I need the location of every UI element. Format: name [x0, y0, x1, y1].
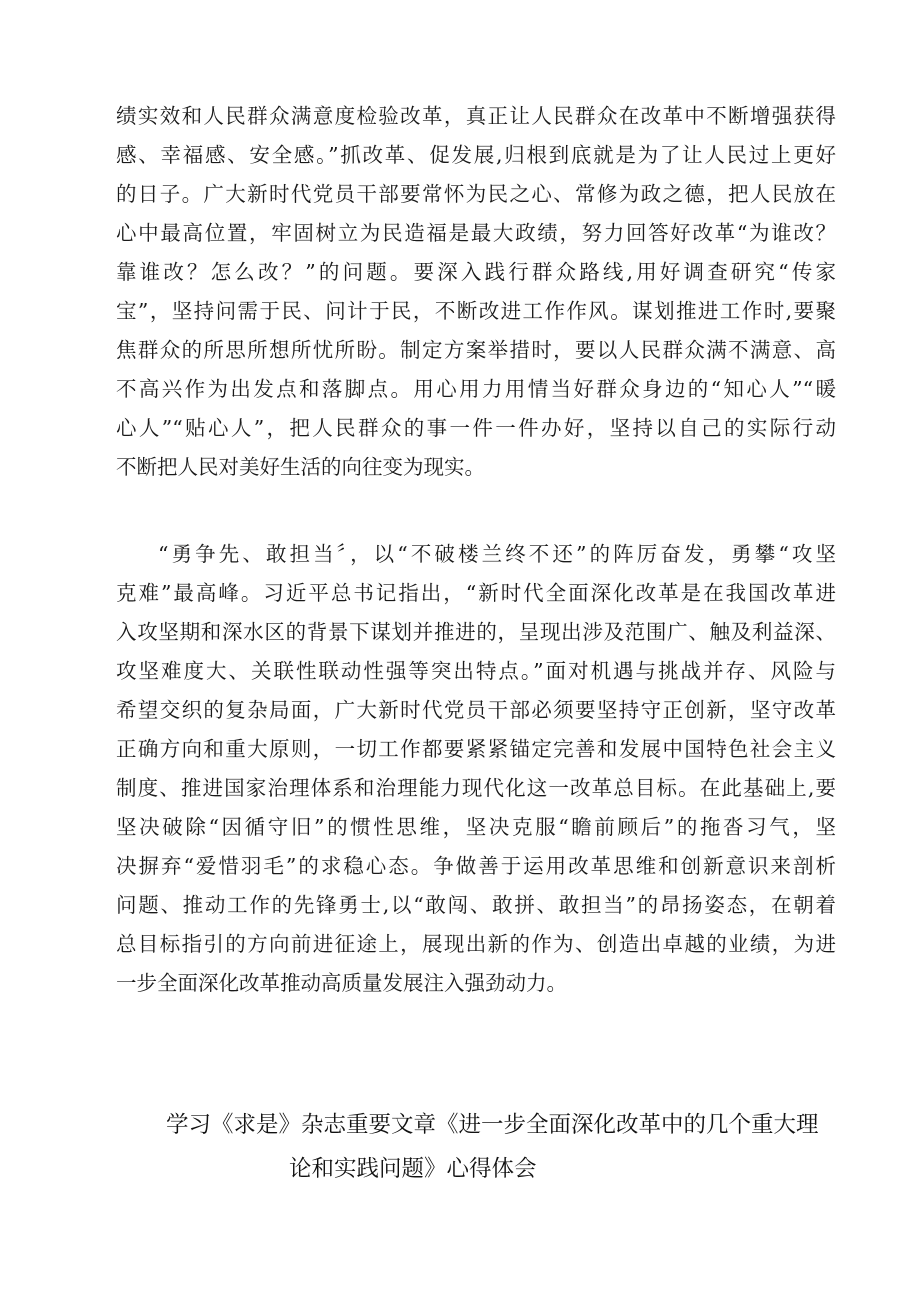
- text-line: 正确方向和重大原则，一切工作都要紧紧锚定完善和发展中国特色社会主义: [116, 737, 836, 761]
- text-line: 心人”“贴心人”，把人民群众的事一件一件办好，坚持以自己的实际行动: [116, 416, 836, 440]
- text-line: 坚决破除“因循守旧”的惯性思维，坚决克服“瞻前顾后”的拖沓习气，坚: [116, 815, 836, 839]
- body-paragraph-1: [116, 97, 836, 487]
- text-line: 问题、推动工作的先锋勇士,以“敢闯、敢拼、敢担当”的昂扬姿态，在朝着: [116, 893, 836, 917]
- section-heading-line-1: 学习《求是》杂志重要文章《进一步全面深化改革中的几个重大理: [166, 1112, 819, 1138]
- text-line: 攻坚难度大、关联性联动性强等突出特点。”面对机遇与挑战并存、风险与: [116, 659, 836, 683]
- text-line: 感、幸福感、安全感。”抓改革、促发展,归根到底就是为了让人民过上更好: [116, 143, 836, 167]
- section-heading-line-2: 论和实践问题》心得体会: [289, 1156, 537, 1182]
- text-line: 制度、推进国家治理体系和治理能力现代化这一改革总目标。在此基础上,要: [116, 776, 836, 800]
- text-line: 不高兴作为出发点和落脚点。用心用力用情当好群众身边的“知心人”“暖: [116, 377, 836, 401]
- text-line: 绩实效和人民群众满意度检验改革，真正让人民群众在改革中不断增强获得: [116, 104, 836, 128]
- text-line: 焦群众的所思所想所忧所盼。制定方案举措时，要以人民群众满不满意、高: [116, 338, 836, 362]
- body-paragraph-2: [116, 535, 836, 1003]
- text-line: 不断把人民对美好生活的向往变为现实。: [116, 455, 485, 479]
- text-line: 决摒弃“爱惜羽毛”的求稳心态。争做善于运用改革思维和创新意识来剖析: [116, 854, 836, 878]
- text-line: 一步全面深化改革推动高质量发展注入强劲动力。: [116, 971, 567, 995]
- text-line: 宝”，坚持问需于民、问计于民，不断改进工作作风。谋划推进工作时,要聚: [116, 299, 836, 323]
- text-line: 希望交织的复杂局面，广大新时代党员干部必须要坚持守正创新，坚守改革: [116, 698, 836, 722]
- text-line: 入攻坚期和深水区的背景下谋划并推进的，呈现出涉及范围广、触及利益深、: [116, 620, 836, 644]
- text-line: 总目标指引的方向前进征途上，展现出新的作为、创造出卓越的业绩，为进: [116, 932, 836, 956]
- text-line: 的日子。广大新时代党员干部要常怀为民之心、常修为政之德，把人民放在: [116, 182, 836, 206]
- text-line: 靠谁改？怎么改？”的问题。要深入践行群众路线,用好调查研究“传家: [116, 260, 836, 284]
- text-line: 克难”最高峰。习近平总书记指出，“新时代全面深化改革是在我国改革进: [116, 581, 836, 605]
- text-line: 心中最高位置，牢固树立为民造福是最大政绩，努力回答好改革“为谁改？: [116, 221, 836, 245]
- text-line: “勇争先、敢担当〞，以“不破楼兰终不还”的阵厉奋发，勇攀“攻坚: [158, 542, 836, 566]
